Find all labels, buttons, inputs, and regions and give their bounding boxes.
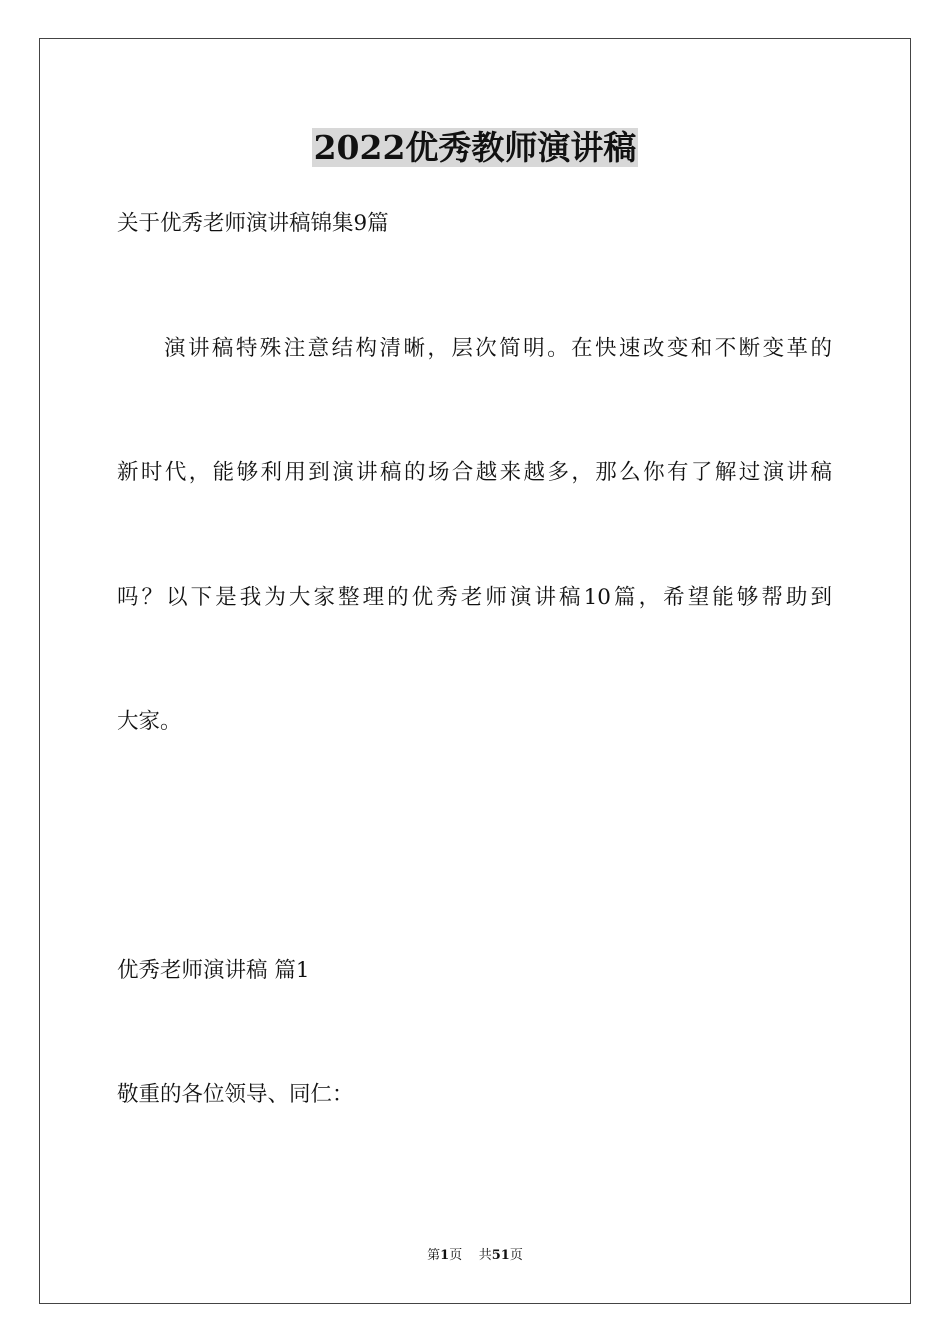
document-title-text: 2022优秀教师演讲稿 xyxy=(313,128,637,167)
intro-line-2: 新时代，能够利用到演讲稿的场合越来越多，那么你有了解过演讲稿 xyxy=(117,460,832,485)
page-number: 1 xyxy=(440,1248,450,1263)
total-prefix: 共 xyxy=(478,1248,492,1263)
page-suffix: 页 xyxy=(449,1248,463,1263)
intro-line-1: 演讲稿特殊注意结构清晰，层次简明。在快速改变和不断变革的 xyxy=(164,336,832,361)
section-heading: 优秀老师演讲稿 篇1 xyxy=(117,958,310,983)
intro-line-3: 吗？以下是我为大家整理的优秀老师演讲稿10篇，希望能够帮助到 xyxy=(117,585,832,610)
page-prefix: 第 xyxy=(427,1248,441,1263)
total-suffix: 页 xyxy=(509,1248,523,1263)
page-footer xyxy=(0,1246,950,1266)
salutation: 敬重的各位领导、同仁： xyxy=(117,1082,354,1107)
document-title xyxy=(0,126,950,170)
total-pages: 51 xyxy=(491,1248,510,1263)
document-subtitle: 关于优秀老师演讲稿锦集9篇 xyxy=(117,211,389,236)
intro-line-4: 大家。 xyxy=(117,709,182,734)
